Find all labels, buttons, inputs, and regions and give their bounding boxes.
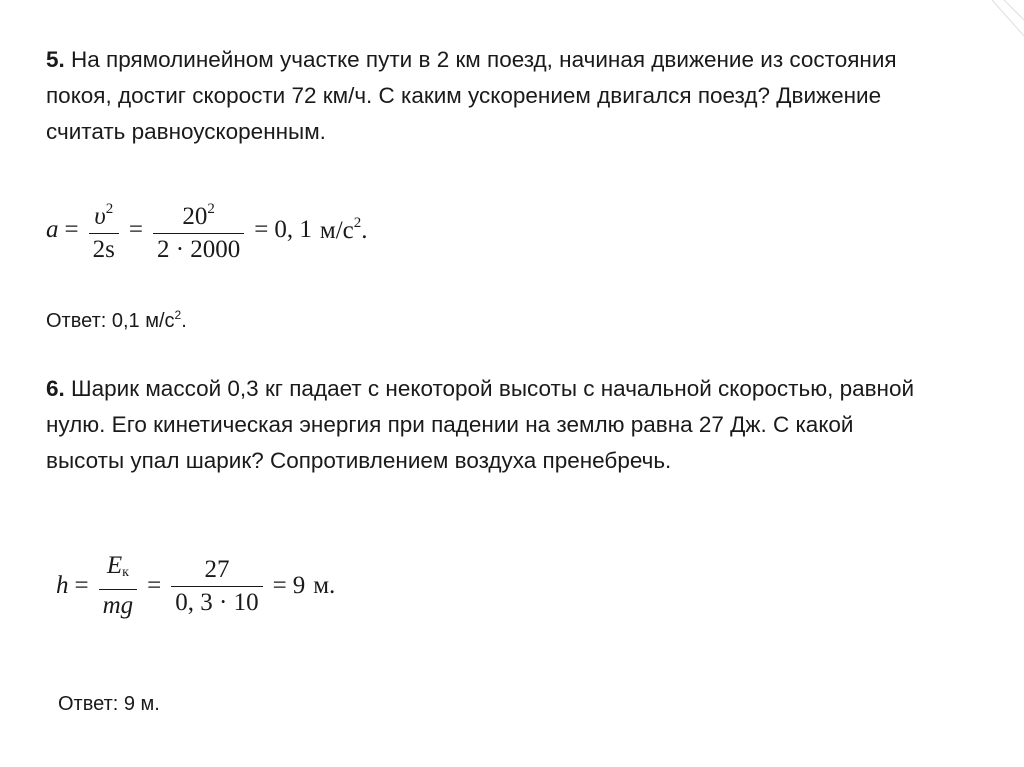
- answer-5-exp: 2: [174, 308, 182, 322]
- answer-5-label: Ответ: 0,1 м/с: [46, 310, 175, 332]
- formula-6-f2-den: 0, 3 · 10: [171, 586, 262, 617]
- answer-6: [58, 693, 160, 716]
- problem-5-number: 5.: [46, 47, 65, 72]
- problem-6: [46, 371, 916, 479]
- formula-5-f2-den: 2 · 2000: [153, 233, 244, 264]
- formula-6-fraction-2: [171, 556, 262, 617]
- formula-5-eq2: =: [128, 215, 143, 243]
- formula-5-f1-num: υ: [94, 203, 106, 230]
- formula-6-eq1: =: [74, 572, 89, 599]
- problem-6-number: 6.: [46, 376, 65, 401]
- formula-6-fraction-1: [99, 552, 138, 620]
- formula-5: [46, 195, 368, 264]
- formula-5-eq3: =: [254, 215, 269, 243]
- formula-6-f1-den: mg: [99, 589, 138, 620]
- formula-5-unit-exp: 2: [353, 214, 362, 231]
- formula-6-f1-num-sub: к: [122, 565, 129, 580]
- problem-6-text: Шарик массой 0,3 кг падает с некоторой высоты с начальной скоростью, равной нулю. Его кинетическая энергия при падении на землю равна 27 Дж. С какой высоты упал шарик? Сопротивлением воздуха пренебречь.: [46, 376, 915, 473]
- formula-5-result: 0, 1: [274, 215, 312, 243]
- formula-6-eq3: =: [272, 572, 287, 599]
- corner-decoration: [984, 0, 1024, 767]
- formula-6-f2-num: 27: [204, 555, 230, 583]
- formula-5-fraction-2: [153, 195, 244, 264]
- formula-6-eq2: =: [147, 572, 162, 599]
- formula-5-f1-den: 2s: [89, 233, 119, 264]
- formula-6-result: 9: [292, 572, 306, 599]
- formula-5-unit-text: м/с: [319, 216, 354, 244]
- problem-5: [46, 42, 916, 150]
- formula-5-f1-num-exp: 2: [105, 201, 114, 217]
- formula-6-unit: м.: [313, 572, 336, 599]
- answer-6-label: Ответ: 9 м.: [58, 693, 160, 715]
- answer-5-end: .: [181, 310, 187, 332]
- problem-5-text: На прямолинейном участке пути в 2 км поезд, начиная движение из состояния покоя, достиг скорости 72 км/ч. С каким ускорением двигался поезд? Движение считать равноускоренным.: [46, 47, 897, 144]
- formula-5-f2-num: 20: [182, 203, 208, 230]
- formula-5-end: .: [361, 216, 368, 244]
- formula-5-unit: [320, 215, 368, 245]
- formula-5-f2-num-exp: 2: [207, 201, 215, 217]
- formula-5-eq1: =: [64, 215, 79, 243]
- formula-6-f1-num: E: [106, 552, 123, 579]
- formula-6: [56, 552, 335, 620]
- formula-6-lhs: h: [56, 572, 69, 599]
- formula-5-fraction-1: [89, 195, 119, 264]
- formula-5-lhs: a: [46, 215, 59, 243]
- answer-5: [46, 308, 187, 333]
